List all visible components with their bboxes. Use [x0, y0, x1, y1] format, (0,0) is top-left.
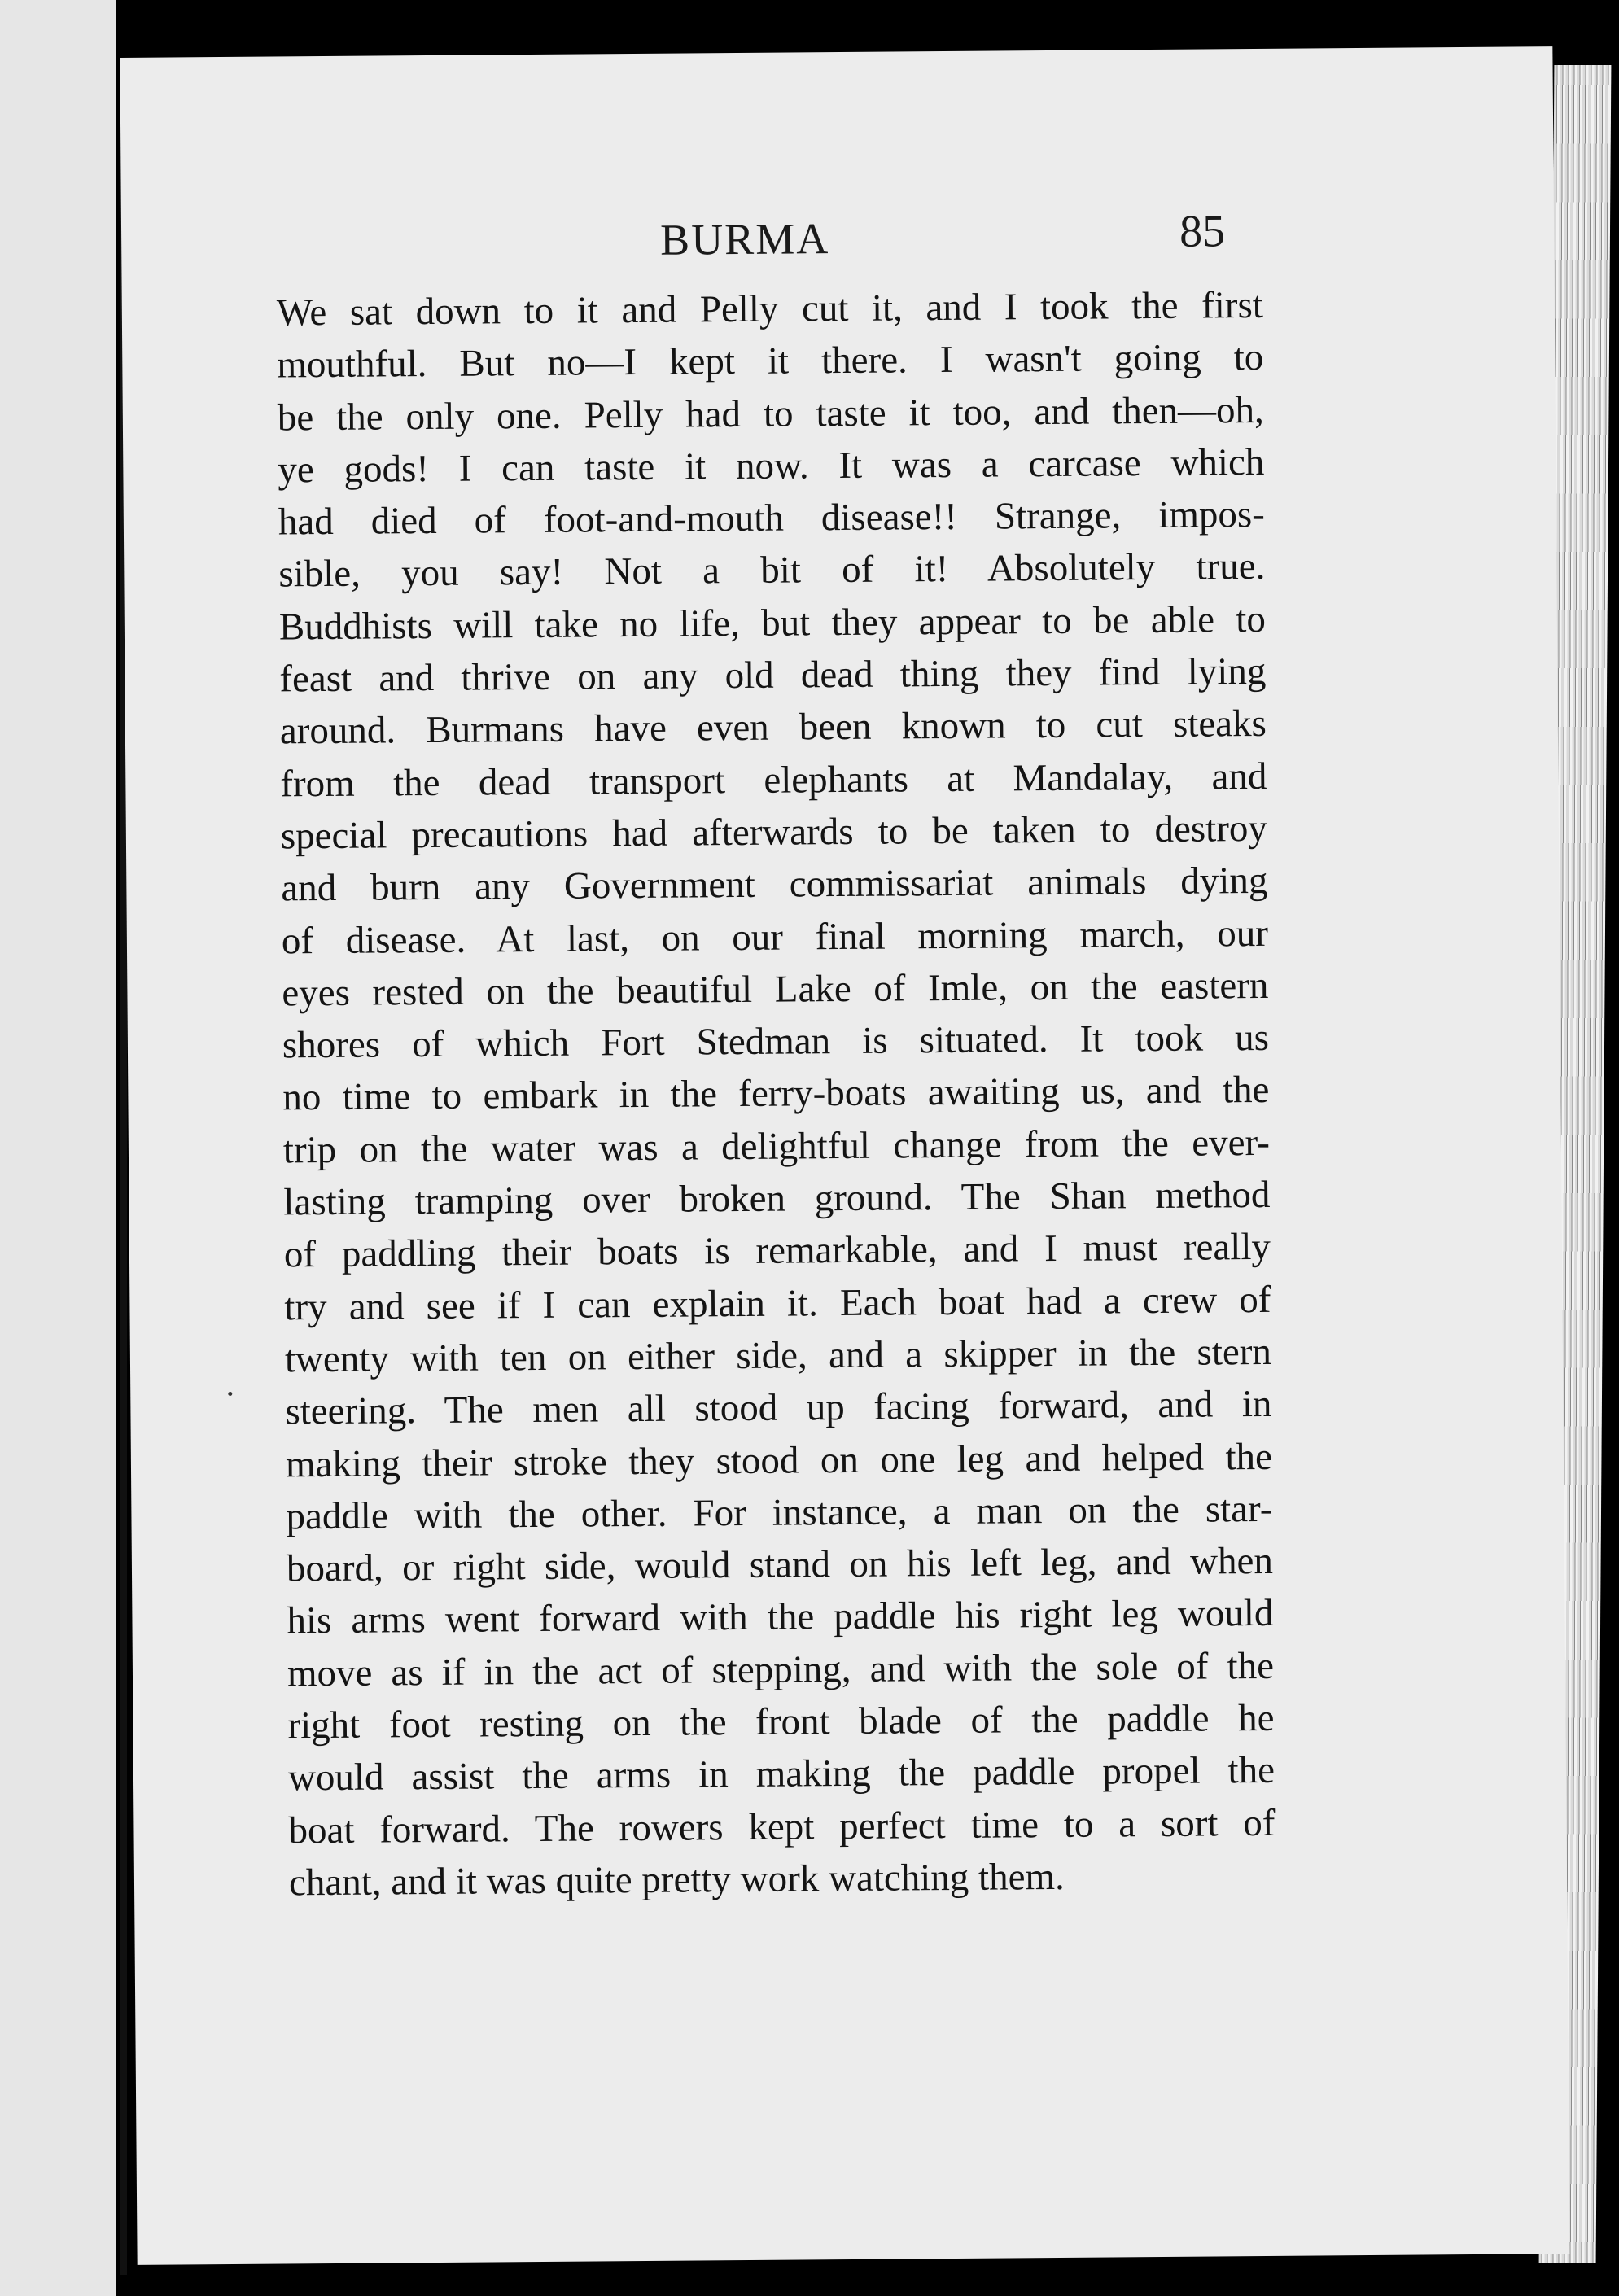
text-line: feast and thrive on any old dead thing they find lying: [279, 649, 1267, 701]
text-line: be the only one. Pelly had to taste it too, and then—oh,: [277, 388, 1265, 440]
text-line: We sat down to it and Pelly cut it, and I took the first: [276, 283, 1264, 335]
text-line: his arms went forward with the paddle his right leg would: [287, 1592, 1274, 1642]
text-line: move as if in the act of stepping, and with the sole of the: [287, 1644, 1275, 1695]
page-number: 85: [1179, 206, 1226, 257]
text-line: had died of foot-and-mouth disease!! Strange, impos-: [278, 493, 1266, 544]
text-line: no time to embark in the ferry-boats awaiting us, and the: [282, 1069, 1270, 1119]
text-line: right foot resting on the front blade of the paddle he: [287, 1696, 1275, 1747]
facing-page-edge: [0, 0, 116, 2296]
text-line: of disease. At last, on our final morning march, our: [281, 912, 1269, 962]
text-line: trip on the water was a delightful change from the ever-: [282, 1121, 1271, 1172]
text-line: shores of which Fort Stedman is situated. It took us: [282, 1017, 1270, 1067]
text-line: from the dead transport elephants at Mandalay, and: [280, 754, 1267, 806]
running-title: BURMA: [659, 214, 830, 265]
text-line: paddle with the other. For instance, a man on the star-: [286, 1487, 1273, 1538]
text-line: mouthful. But no—I kept it there. I wasn't going to: [277, 336, 1264, 387]
text-line: ye gods! I can taste it now. It was a carcase which: [278, 440, 1265, 492]
text-line: making their stroke they stood on one leg and helped the: [285, 1435, 1273, 1485]
text-line: eyes rested on the beautiful Lake of Imle, on the eastern: [282, 964, 1269, 1015]
text-line: boat forward. The rowers kept perfect time to a sort of: [288, 1801, 1276, 1852]
text-line: around. Burmans have even been known to cut steaks: [279, 702, 1267, 753]
book-page: [120, 46, 1569, 2265]
text-line: twenty with ten on either side, and a skipper in the stern: [284, 1330, 1272, 1381]
text-line: and burn any Government commissariat animals dying: [281, 859, 1268, 910]
text-line: Buddhists will take no life, but they appear to be able to: [278, 597, 1267, 649]
text-line: special precautions had afterwards to be taken to destroy: [280, 807, 1268, 858]
text-line: of paddling their boats is remarkable, and I must really: [283, 1226, 1271, 1276]
text-line: board, or right side, would stand on his left leg, and when: [286, 1540, 1274, 1590]
text-line: try and see if I can explain it. Each boat had a crew of: [284, 1278, 1271, 1329]
text-line: steering. The men all stood up facing forward, and in: [285, 1383, 1272, 1433]
text-line: lasting tramping over broken ground. The Shan method: [283, 1173, 1271, 1224]
text-line: chant, and it was quite pretty work watching them.: [288, 1855, 1065, 1905]
text-line: would assist the arms in making the paddle propel the: [287, 1749, 1276, 1800]
ink-speck: [228, 1392, 232, 1396]
body-text: [277, 279, 1276, 1909]
text-line: sible, you say! Not a bit of it! Absolutely true.: [278, 545, 1266, 596]
running-head: [121, 208, 1555, 292]
